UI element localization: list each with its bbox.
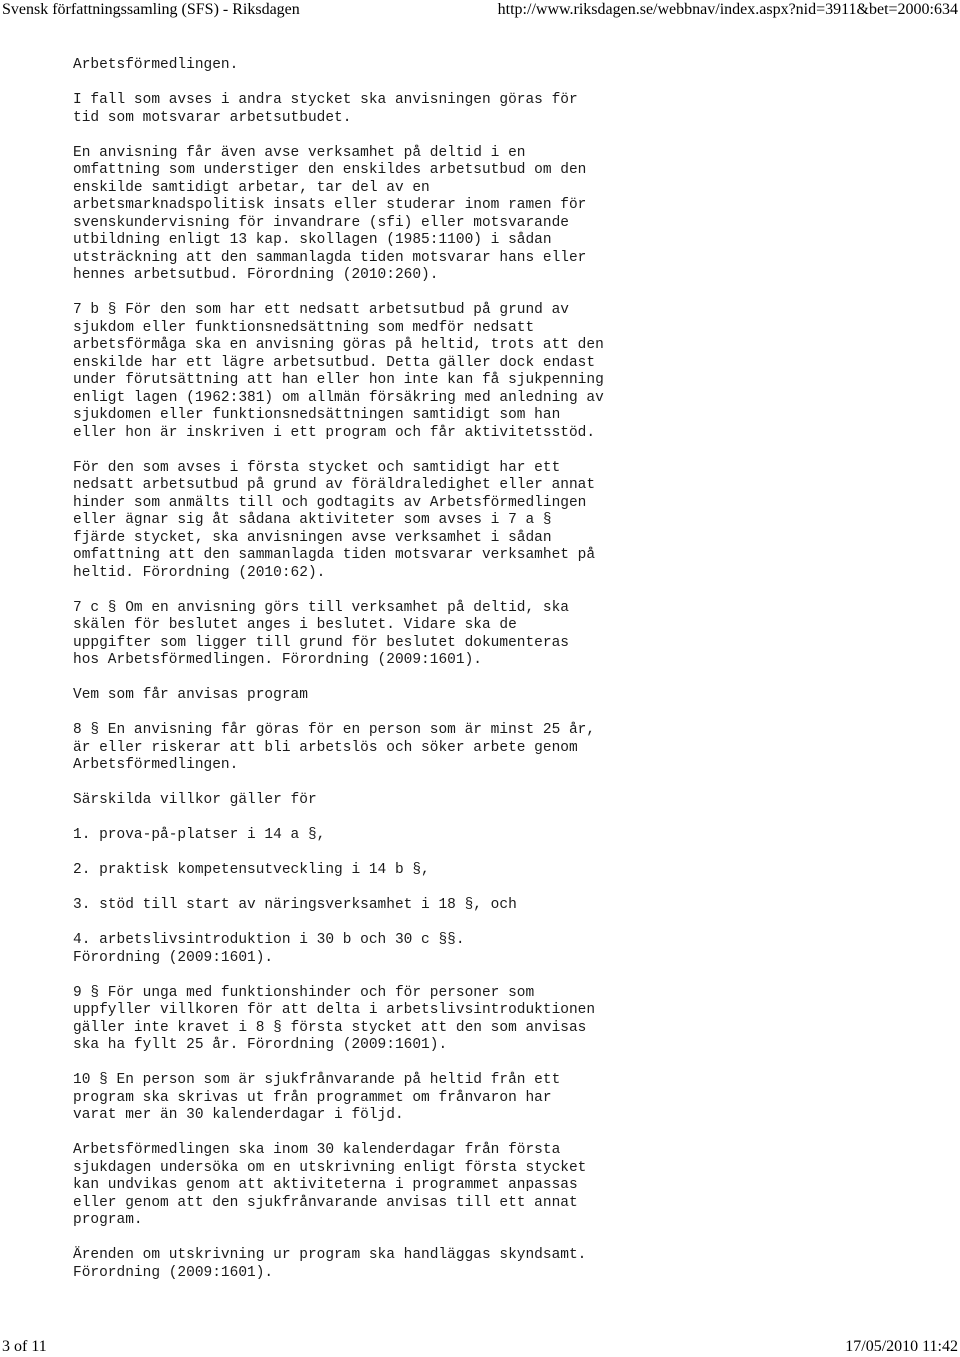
page-title: Svensk författningssamling (SFS) - Riksdagen [2, 1, 300, 18]
list-item-3: 3. stöd till start av näringsverksamhet i 18 §, och [73, 897, 517, 913]
paragraph-7b-second: För den som avses i första stycket och samtidigt har ett nedsatt arbetsutbud på grund av föräldraledighet eller annat hinder som anmälts till och godtagits av Arbetsförmedlingen eller ägnar sig åt sådana aktiviteter som avses i 7 a § fjärde stycket, ska anvisningen avse verksamhet i sådan omfattning att den sammanlagda tiden motsvarar verksamhet på heltid. Förordning (2010:62). [73, 459, 596, 581]
list-item-4: 4. arbetslivsintroduktion i 30 b och 30 c §§. Förordning (2009:1601). [73, 932, 465, 966]
paragraph-10: 10 § En person som är sjukfrånvarande på heltid från ett program ska skrivas ut från programmet om frånvaron har varat mer än 30 kalenderdagar i följd. [73, 1072, 561, 1123]
paragraph-7c: 7 c § Om en anvisning görs till verksamhet på deltid, ska skälen för beslutet anges i beslutet. Vidare ska de uppgifter som ligger till grund för beslutet dokumenteras hos Arbetsförmedlingen. Förordning (2009:1601). [73, 599, 569, 668]
page-footer [0, 1337, 960, 1357]
paragraph-deltid: En anvisning får även avse verksamhet på deltid i en omfattning som understiger den enskildes arbetsutbud om den enskilde samtidigt arbetar, tar del av en arbetsmarknadspolitisk insats eller studerar inom ramen för svenskundervisning för invandrare (sfi) eller motsvarande utbildning enligt 13 kap. skollagen (1985:1100) i sådan utsträckning att den sammanlagda tiden motsvarar hans eller hennes arbetsutbud. Förordning (2010:260). [73, 144, 587, 283]
paragraph-8: 8 § En anvisning får göras för en person som är minst 25 år, är eller riskerar att bli arbetslös och söker arbete genom Arbetsförmedlingen. [73, 722, 596, 773]
paragraph-9: 9 § För unga med funktionshinder och för personer som uppfyller villkoren för att delta i arbetslivsintroduktionen gäller inte kravet i 8 § första stycket att den som anvisas ska ha fyllt 25 år. Förordning (2009:1601). [73, 984, 596, 1053]
paragraph-10-second: Arbetsförmedlingen ska inom 30 kalenderdagar från första sjukdagen undersöka om en utskrivning enligt första stycket kan undvikas genom att aktiviteterna i programmet anpassas eller genom att den sjukfrånvarande anvisas till ett annat program. [73, 1142, 587, 1228]
paragraph-7b: 7 b § För den som har ett nedsatt arbetsutbud på grund av sjukdom eller funktionsnedsättning som medför nedsatt arbetsförmåga ska en anvisning göras på heltid, trots att den enskilde har ett lägre arbetsutbud. Detta gäller dock endast under förutsättning att han eller hon inte kan få sjukpenning enligt lagen (1962:381) om allmän försäkring med anledning av sjukdomen eller funktionsnedsättningen samtidigt som han eller hon är inskriven i ett program och får aktivitetsstöd. [73, 302, 604, 441]
print-timestamp: 17/05/2010 11:42 [845, 1338, 958, 1355]
paragraph-continuation: Arbetsförmedlingen. [73, 57, 239, 73]
list-item-1: 1. prova-på-platser i 14 a §, [73, 827, 326, 843]
page-header [0, 0, 960, 22]
section-heading-vem: Vem som får anvisas program [73, 687, 308, 703]
paragraph-10-third: Ärenden om utskrivning ur program ska handläggas skyndsamt. Förordning (2009:1601). [73, 1247, 587, 1281]
page-number: 3 of 11 [2, 1338, 47, 1355]
list-item-2: 2. praktisk kompetensutveckling i 14 b §, [73, 862, 430, 878]
page-url: http://www.riksdagen.se/webbnav/index.aspx?nid=3911&bet=2000:634 [497, 1, 958, 18]
paragraph-villkor: Särskilda villkor gäller för [73, 792, 317, 808]
paragraph-anvisning-tid: I fall som avses i andra stycket ska anvisningen göras för tid som motsvarar arbetsutbudet. [73, 92, 578, 126]
document-body [73, 57, 713, 1300]
